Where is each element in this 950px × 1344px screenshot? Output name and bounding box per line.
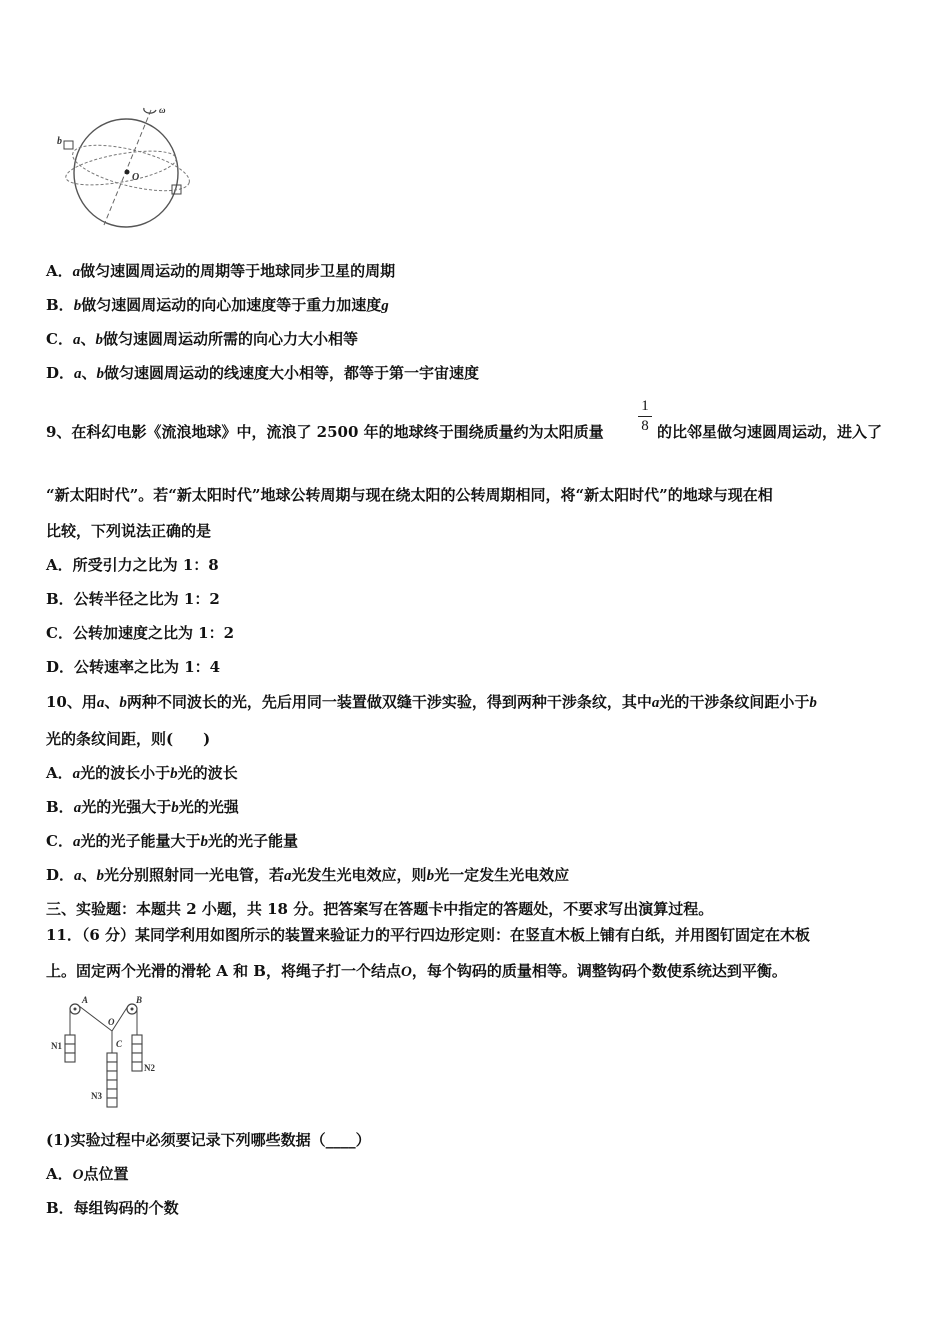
q10-stem-line1: 10、用a、b两种不同波长的光，先后用同一装置做双缝干涉实验，得到两种干涉条纹，其中a光的干涉条纹间距小于b (46, 693, 817, 711)
fraction-denominator: 8 (641, 418, 649, 434)
q9-option-c: C．公转加速度之比为 1：2 (46, 624, 235, 642)
q9-stem-line1-end: 的比邻星做匀速圆周运动，进入了 (657, 423, 883, 441)
n2-label: N2 (144, 1063, 155, 1073)
q11-option-b: B．每组钩码的个数 (46, 1199, 179, 1217)
pulley-a-label: A (82, 995, 89, 1005)
q9-option-b: B．公转半径之比为 1：2 (46, 590, 220, 608)
q11-stem-line1: 11．（6 分）某同学利用如图所示的装置来验证力的平行四边形定则：在竖直木板上铺有白纸，并用图钉固定在木板 (46, 926, 811, 944)
q11-option-a: A．O点位置 (46, 1165, 129, 1183)
knot-o-label: O (108, 1017, 115, 1027)
o-label: O (132, 172, 140, 183)
fraction-numerator: 1 (641, 398, 649, 414)
q9-stem-line3: 比较，下列说法正确的是 (46, 522, 212, 540)
point-c-label: C (116, 1039, 123, 1049)
b-label: b (57, 136, 62, 147)
q9-option-d: D．公转速率之比为 1：4 (46, 658, 221, 676)
n3-label: N3 (91, 1091, 102, 1101)
q11-stem-line2: 上。固定两个光滑的滑轮 A 和 B，将绳子打一个结点O，每个钩码的质量相等。调整钩码个数使系统达到平衡。 (46, 962, 787, 980)
q10-option-d: D．a、b光分别照射同一光电管，若a光发生光电效应，则b光一定发生光电效应 (46, 866, 570, 884)
q8-option-a: A．a做匀速圆周运动的周期等于地球同步卫星的周期 (46, 262, 396, 280)
q8-option-d: D．a、b做匀速圆周运动的线速度大小相等，都等于第一宇宙速度 (46, 364, 480, 382)
q10-option-a: A．a光的波长小于b光的波长 (46, 764, 238, 782)
q11-sub-question-1: (1)实验过程中必须要记录下列哪些数据（____） (46, 1131, 371, 1149)
pulley-weights-figure (48, 995, 168, 1113)
section-three-heading: 三、实验题：本题共 2 小题，共 18 分。把答案写在答题卡中指定的答题处，不要求写出演算过程。 (46, 900, 714, 918)
omega-label: ω (159, 105, 166, 115)
q10-option-c: C．a光的光子能量大于b光的光子能量 (46, 832, 298, 850)
q8-option-c: C．a、b做匀速圆周运动所需的向心力大小相等 (46, 330, 358, 348)
n1-label: N1 (51, 1041, 62, 1051)
fraction-one-eighth (636, 398, 654, 435)
pulley-b-label: B (136, 995, 143, 1005)
q9-stem-line1: 9、在科幻电影《流浪地球》中，流浪了 2500 年的地球终于围绕质量约为太阳质量 (46, 423, 604, 441)
q10-stem-line2: 光的条纹间距，则( ) (46, 730, 211, 748)
q10-option-b: B．a光的光强大于b光的光强 (46, 798, 239, 816)
earth-rotation-figure (56, 100, 196, 230)
q9-stem-line2: “新太阳时代”。若“新太阳时代”地球公转周期与现在绕太阳的公转周期相同，将“新太阳时代”的地球与现在相 (46, 486, 773, 504)
q9-option-a: A．所受引力之比为 1：8 (46, 556, 219, 574)
q8-option-b: B．b做匀速圆周运动的向心加速度等于重力加速度g (46, 296, 389, 314)
